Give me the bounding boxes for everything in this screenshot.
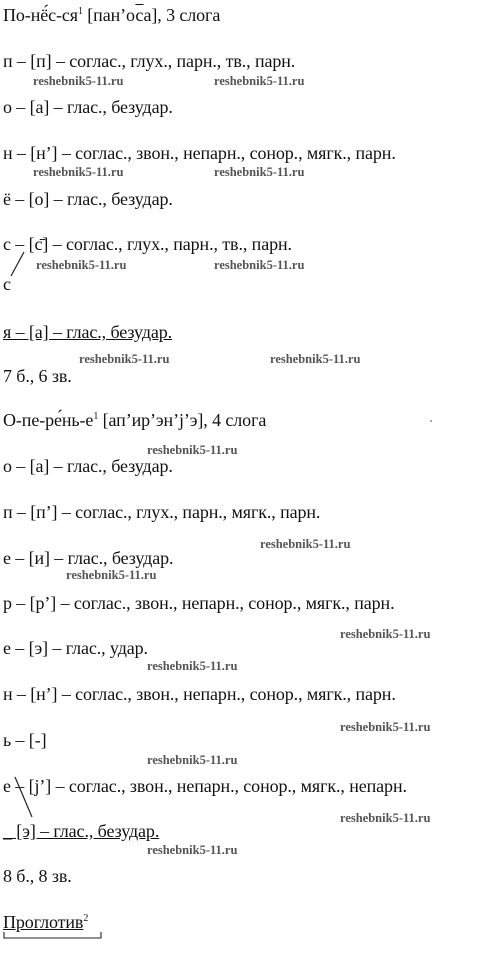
phonetic-line: _ [э] – глас., безудар.	[3, 821, 160, 841]
phonetic-line: ь – [-]	[3, 730, 47, 750]
phonetic-line: е – [э] – глас., удар.	[3, 638, 148, 658]
word-text: О-пе-ре́нь-е	[3, 410, 94, 430]
footnote-marker: 1	[77, 6, 83, 17]
phonetic-line: е – [j’] – соглас., звон., непарн., сонор., мягк., непарн.	[3, 776, 407, 796]
phonetic-line: я – [а] – глас., безудар.	[3, 322, 173, 342]
word-underline-brace	[3, 930, 113, 942]
long-consonant: с	[135, 5, 144, 25]
word-heading	[3, 409, 266, 431]
phonetic-line: п – [п’] – соглас., глух., парн., мягк., парн.	[3, 502, 321, 522]
bracket-stroke	[8, 250, 28, 280]
watermark: reshebnik5-11.ru	[340, 720, 431, 734]
watermark: reshebnik5-11.ru	[147, 843, 238, 857]
watermark: reshebnik5-11.ru	[147, 753, 238, 767]
watermark: reshebnik5-11.ru	[79, 352, 170, 366]
phonetic-line: н – [н’] – соглас., звон., непарн., сонор., мягк., парн.	[3, 143, 396, 163]
word-text: Проглотив	[3, 912, 84, 932]
phonetic-line: п – [п] – соглас., глух., парн., тв., парн.	[3, 51, 296, 71]
watermark: reshebnik5-11.ru	[33, 74, 124, 88]
phonetic-line: р – [р’] – соглас., звон., непарн., сонор., мягк., парн.	[3, 593, 395, 613]
word-text: По-нё́с-ся	[3, 5, 78, 25]
phonetic-line: с – [с̄] – соглас., глух., парн., тв., парн.	[3, 234, 292, 254]
watermark: reshebnik5-11.ru	[260, 537, 351, 551]
footnote-marker: 1	[93, 411, 99, 422]
watermark: reshebnik5-11.ru	[214, 258, 305, 272]
phonetic-line: о – [а] – глас., безудар.	[3, 97, 173, 117]
phonetic-line: ё – [о] – глас., безудар.	[3, 189, 173, 209]
watermark: reshebnik5-11.ru	[340, 627, 431, 641]
watermark: reshebnik5-11.ru	[36, 258, 127, 272]
syllable-count: а], 3 слога	[143, 5, 221, 25]
watermark: reshebnik5-11.ru	[147, 659, 238, 673]
letter-sound-count: 7 б., 6 зв.	[3, 366, 72, 386]
watermark: reshebnik5-11.ru	[147, 443, 238, 457]
watermark: reshebnik5-11.ru	[33, 165, 124, 179]
phonetic-line: е – [и] – глас., безудар.	[3, 548, 174, 568]
watermark: reshebnik5-11.ru	[270, 352, 361, 366]
bracket-stroke	[10, 775, 40, 821]
phonetic-line: о – [а] – глас., безудар.	[3, 456, 173, 476]
watermark: reshebnik5-11.ru	[214, 74, 305, 88]
transcription: [пан’о	[82, 5, 136, 25]
scan-speck: ·	[428, 411, 434, 431]
word-heading	[3, 4, 220, 26]
footnote-marker: 2	[83, 913, 89, 924]
watermark: reshebnik5-11.ru	[66, 568, 157, 582]
phonetic-line: н – [н’] – соглас., звон., непарн., сонор., мягк., парн.	[3, 684, 396, 704]
watermark: reshebnik5-11.ru	[214, 165, 305, 179]
phonetic-line: с	[3, 274, 11, 294]
watermark: reshebnik5-11.ru	[340, 811, 431, 825]
transcription: [ап’ир’эн’j’э], 4 слога	[98, 410, 267, 430]
letter-sound-count: 8 б., 8 зв.	[3, 866, 72, 886]
